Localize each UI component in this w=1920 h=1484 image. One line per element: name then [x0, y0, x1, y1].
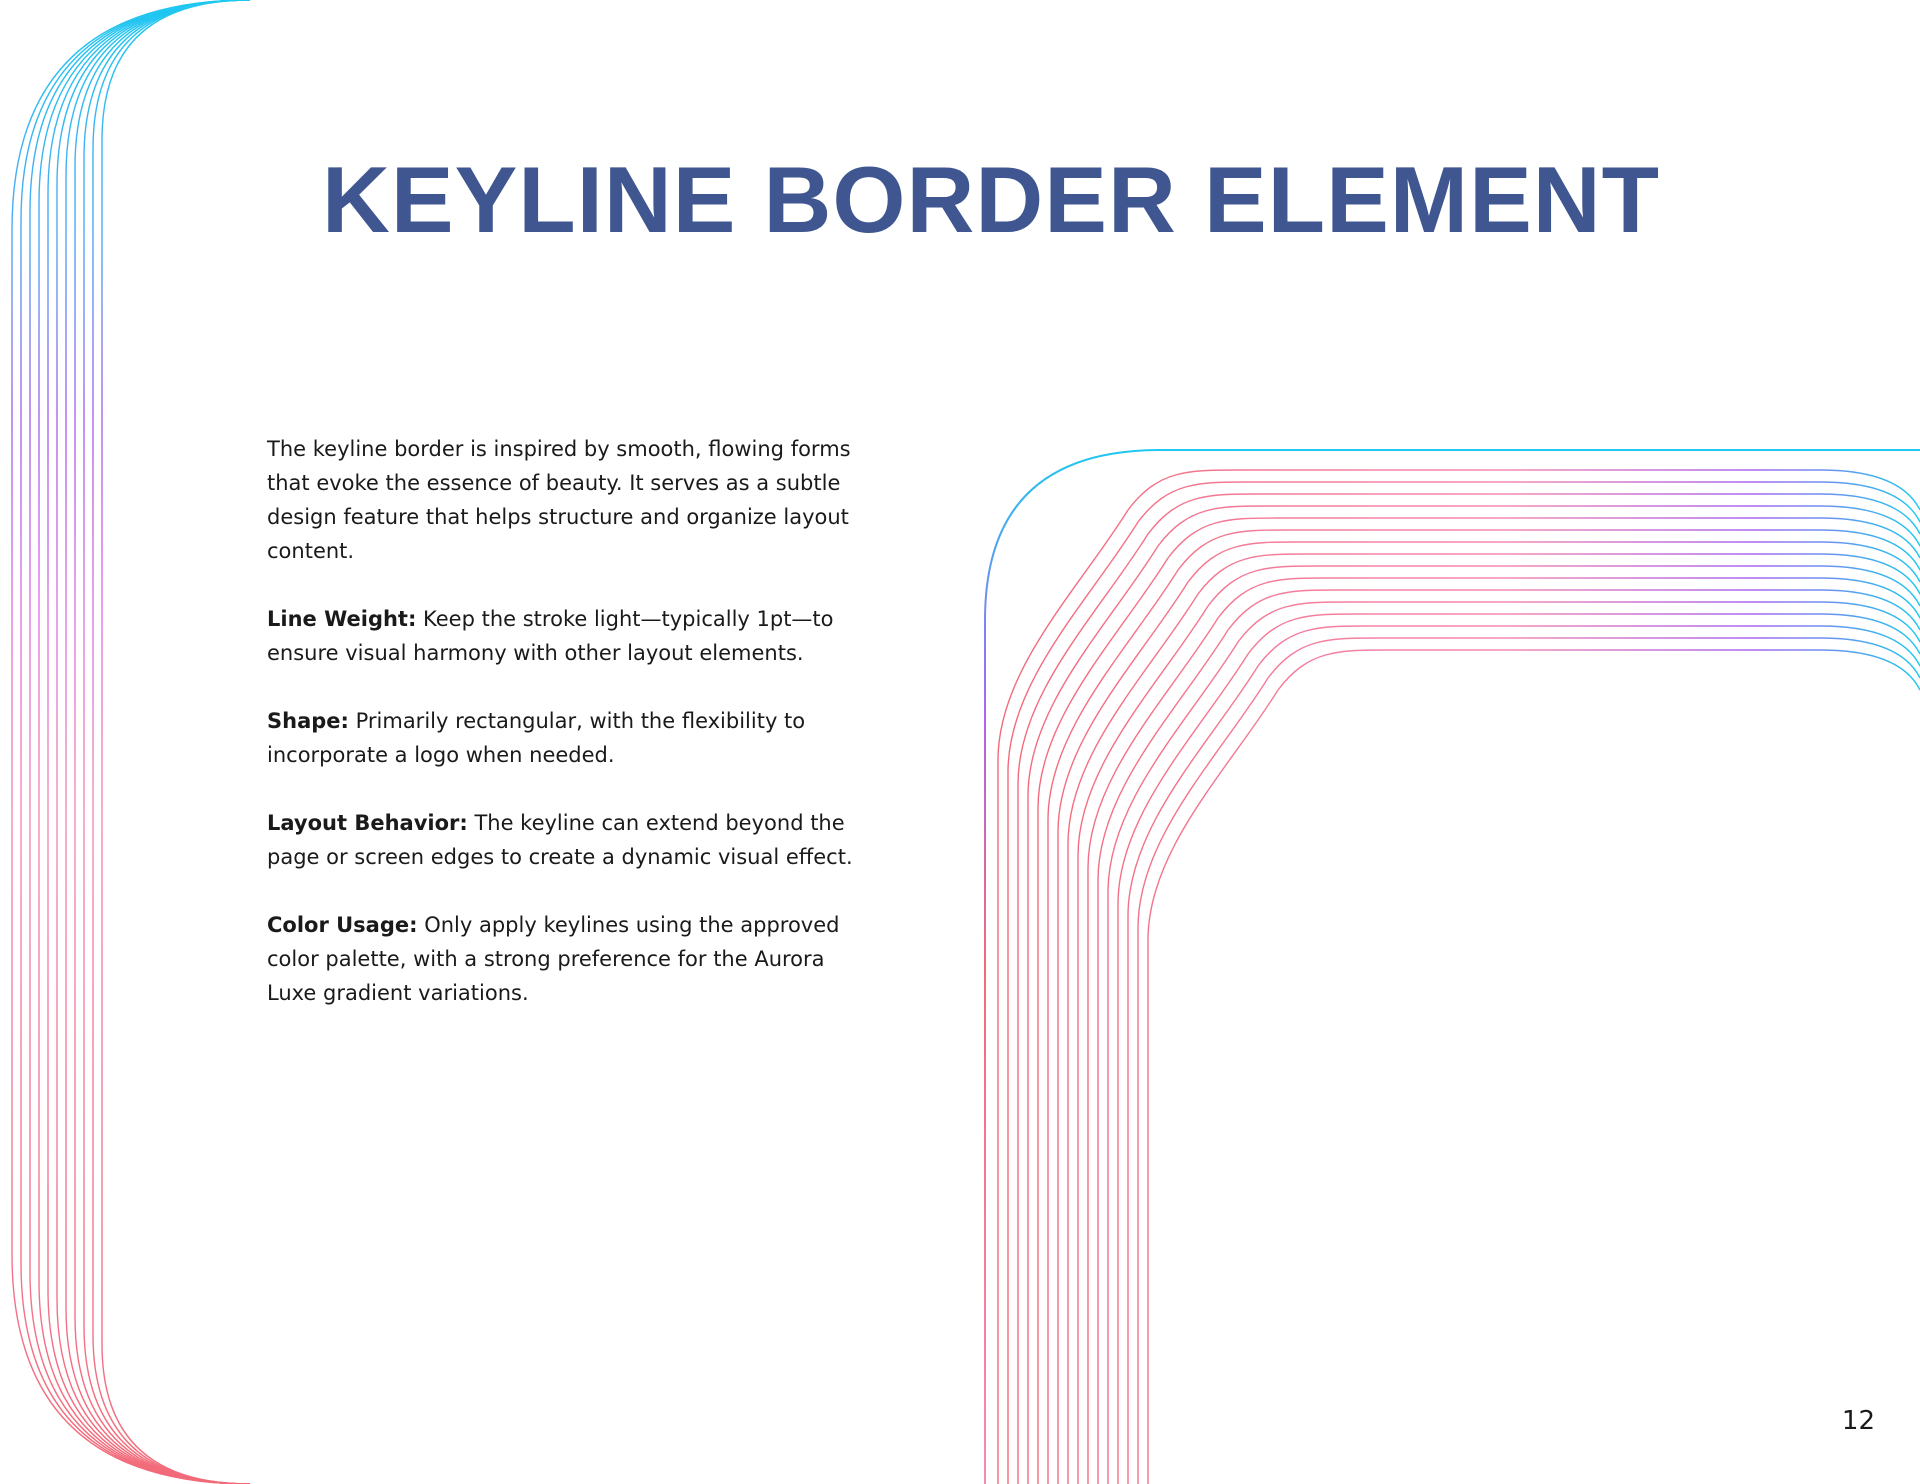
right-keyline — [998, 470, 1920, 1484]
right-keyline — [1058, 542, 1920, 1484]
layout-behavior-paragraph — [267, 806, 867, 874]
shape-paragraph — [267, 704, 867, 772]
right-keyline — [1088, 578, 1920, 1484]
right-keyline — [1128, 626, 1920, 1484]
right-keyline — [1118, 614, 1920, 1484]
left-keyline — [48, 0, 250, 1484]
right-keyline — [1138, 638, 1920, 1484]
layout-behavior-text: The keyline can extend beyond the page or screen edges to create a dynamic visual effect. — [267, 811, 853, 869]
shape-text: Primarily rectangular, with the flexibility to incorporate a logo when needed. — [267, 709, 806, 767]
left-keyline-group — [12, 0, 250, 1484]
intro-paragraph: The keyline border is inspired by smooth, flowing forms that evoke the essence of beauty. It serves as a subtle design feature that helps structure and organize layout content. — [267, 437, 851, 563]
page-title: KEYLINE BORDER ELEMENT — [322, 147, 1661, 252]
right-keyline — [1148, 650, 1920, 1484]
color-usage-paragraph — [267, 908, 867, 1010]
left-keyline — [30, 0, 250, 1484]
right-keyline-outer — [985, 450, 1920, 1484]
line-weight-paragraph — [267, 602, 867, 670]
line-weight-label: Line Weight: — [267, 607, 417, 631]
left-keyline — [102, 0, 250, 1484]
left-keyline — [75, 0, 250, 1484]
right-keyline — [1078, 566, 1920, 1484]
right-keyline — [1038, 518, 1920, 1484]
right-keyline — [1098, 590, 1920, 1484]
shape-label: Shape: — [267, 709, 349, 733]
right-keyline — [1048, 530, 1920, 1484]
page-number: 12 — [1841, 1406, 1875, 1436]
line-weight-text: Keep the stroke light—typically 1pt—to ensure visual harmony with other layout elements. — [267, 607, 834, 665]
color-usage-text: Only apply keylines using the approved color palette, with a strong preference for the Aurora Luxe gradient variations. — [267, 913, 840, 1005]
left-keyline — [84, 0, 250, 1484]
right-keyline — [1028, 506, 1920, 1484]
color-usage-label: Color Usage: — [267, 913, 418, 937]
right-keyline — [1068, 554, 1920, 1484]
body-text — [267, 432, 867, 1044]
right-keyline — [1018, 494, 1920, 1484]
right-keyline — [1008, 482, 1920, 1484]
left-keyline — [21, 0, 250, 1484]
layout-behavior-label: Layout Behavior: — [267, 811, 468, 835]
left-keyline — [93, 0, 250, 1484]
right-keyline-group — [998, 470, 1920, 1484]
left-keyline — [57, 0, 250, 1484]
left-keyline — [39, 0, 250, 1484]
